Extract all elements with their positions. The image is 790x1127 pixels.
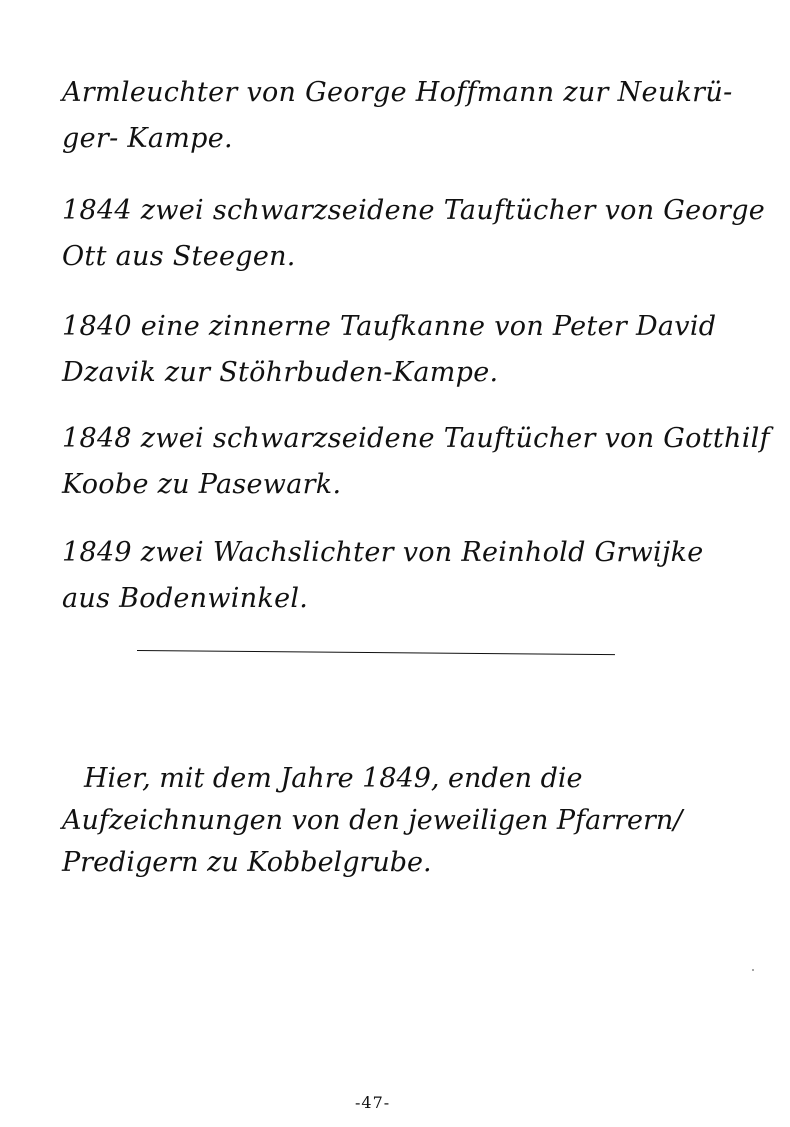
entry-1840 — [62, 304, 762, 396]
entry-line: 1844 zwei schwarzseidene Tauftücher von George — [62, 195, 766, 226]
entry-line: Koobe zu Pasewark. — [62, 469, 342, 500]
entry-line: 1840 eine zinnerne Taufkanne von Peter David — [62, 311, 717, 342]
entry-line: Armleuchter von George Hoffmann zur Neukrü- — [62, 77, 733, 108]
closing-line: Aufzeichnungen von den jeweiligen Pfarrern/ — [62, 805, 683, 836]
entry-1849 — [62, 530, 762, 622]
closing-paragraph — [62, 758, 762, 884]
entry-1844 — [62, 188, 766, 280]
entry-armleuchter — [62, 70, 762, 162]
entry-line: ger- Kampe. — [62, 123, 233, 154]
section-divider — [137, 650, 615, 655]
entry-line: 1849 zwei Wachslichter von Reinhold Grwijke — [62, 537, 704, 568]
closing-line: Hier, mit dem Jahre 1849, enden die — [84, 763, 583, 794]
entry-line: Ott aus Steegen. — [62, 241, 296, 272]
entry-line: 1848 zwei schwarzseidene Tauftücher von Gotthilf — [62, 423, 770, 454]
page-number: -47- — [355, 1093, 391, 1112]
entry-line: Dzavik zur Stöhrbuden-Kampe. — [62, 357, 499, 388]
entry-1848 — [62, 416, 770, 508]
paper-speck — [752, 969, 754, 971]
entry-line: aus Bodenwinkel. — [62, 583, 309, 614]
closing-line: Predigern zu Kobbelgrube. — [62, 847, 432, 878]
